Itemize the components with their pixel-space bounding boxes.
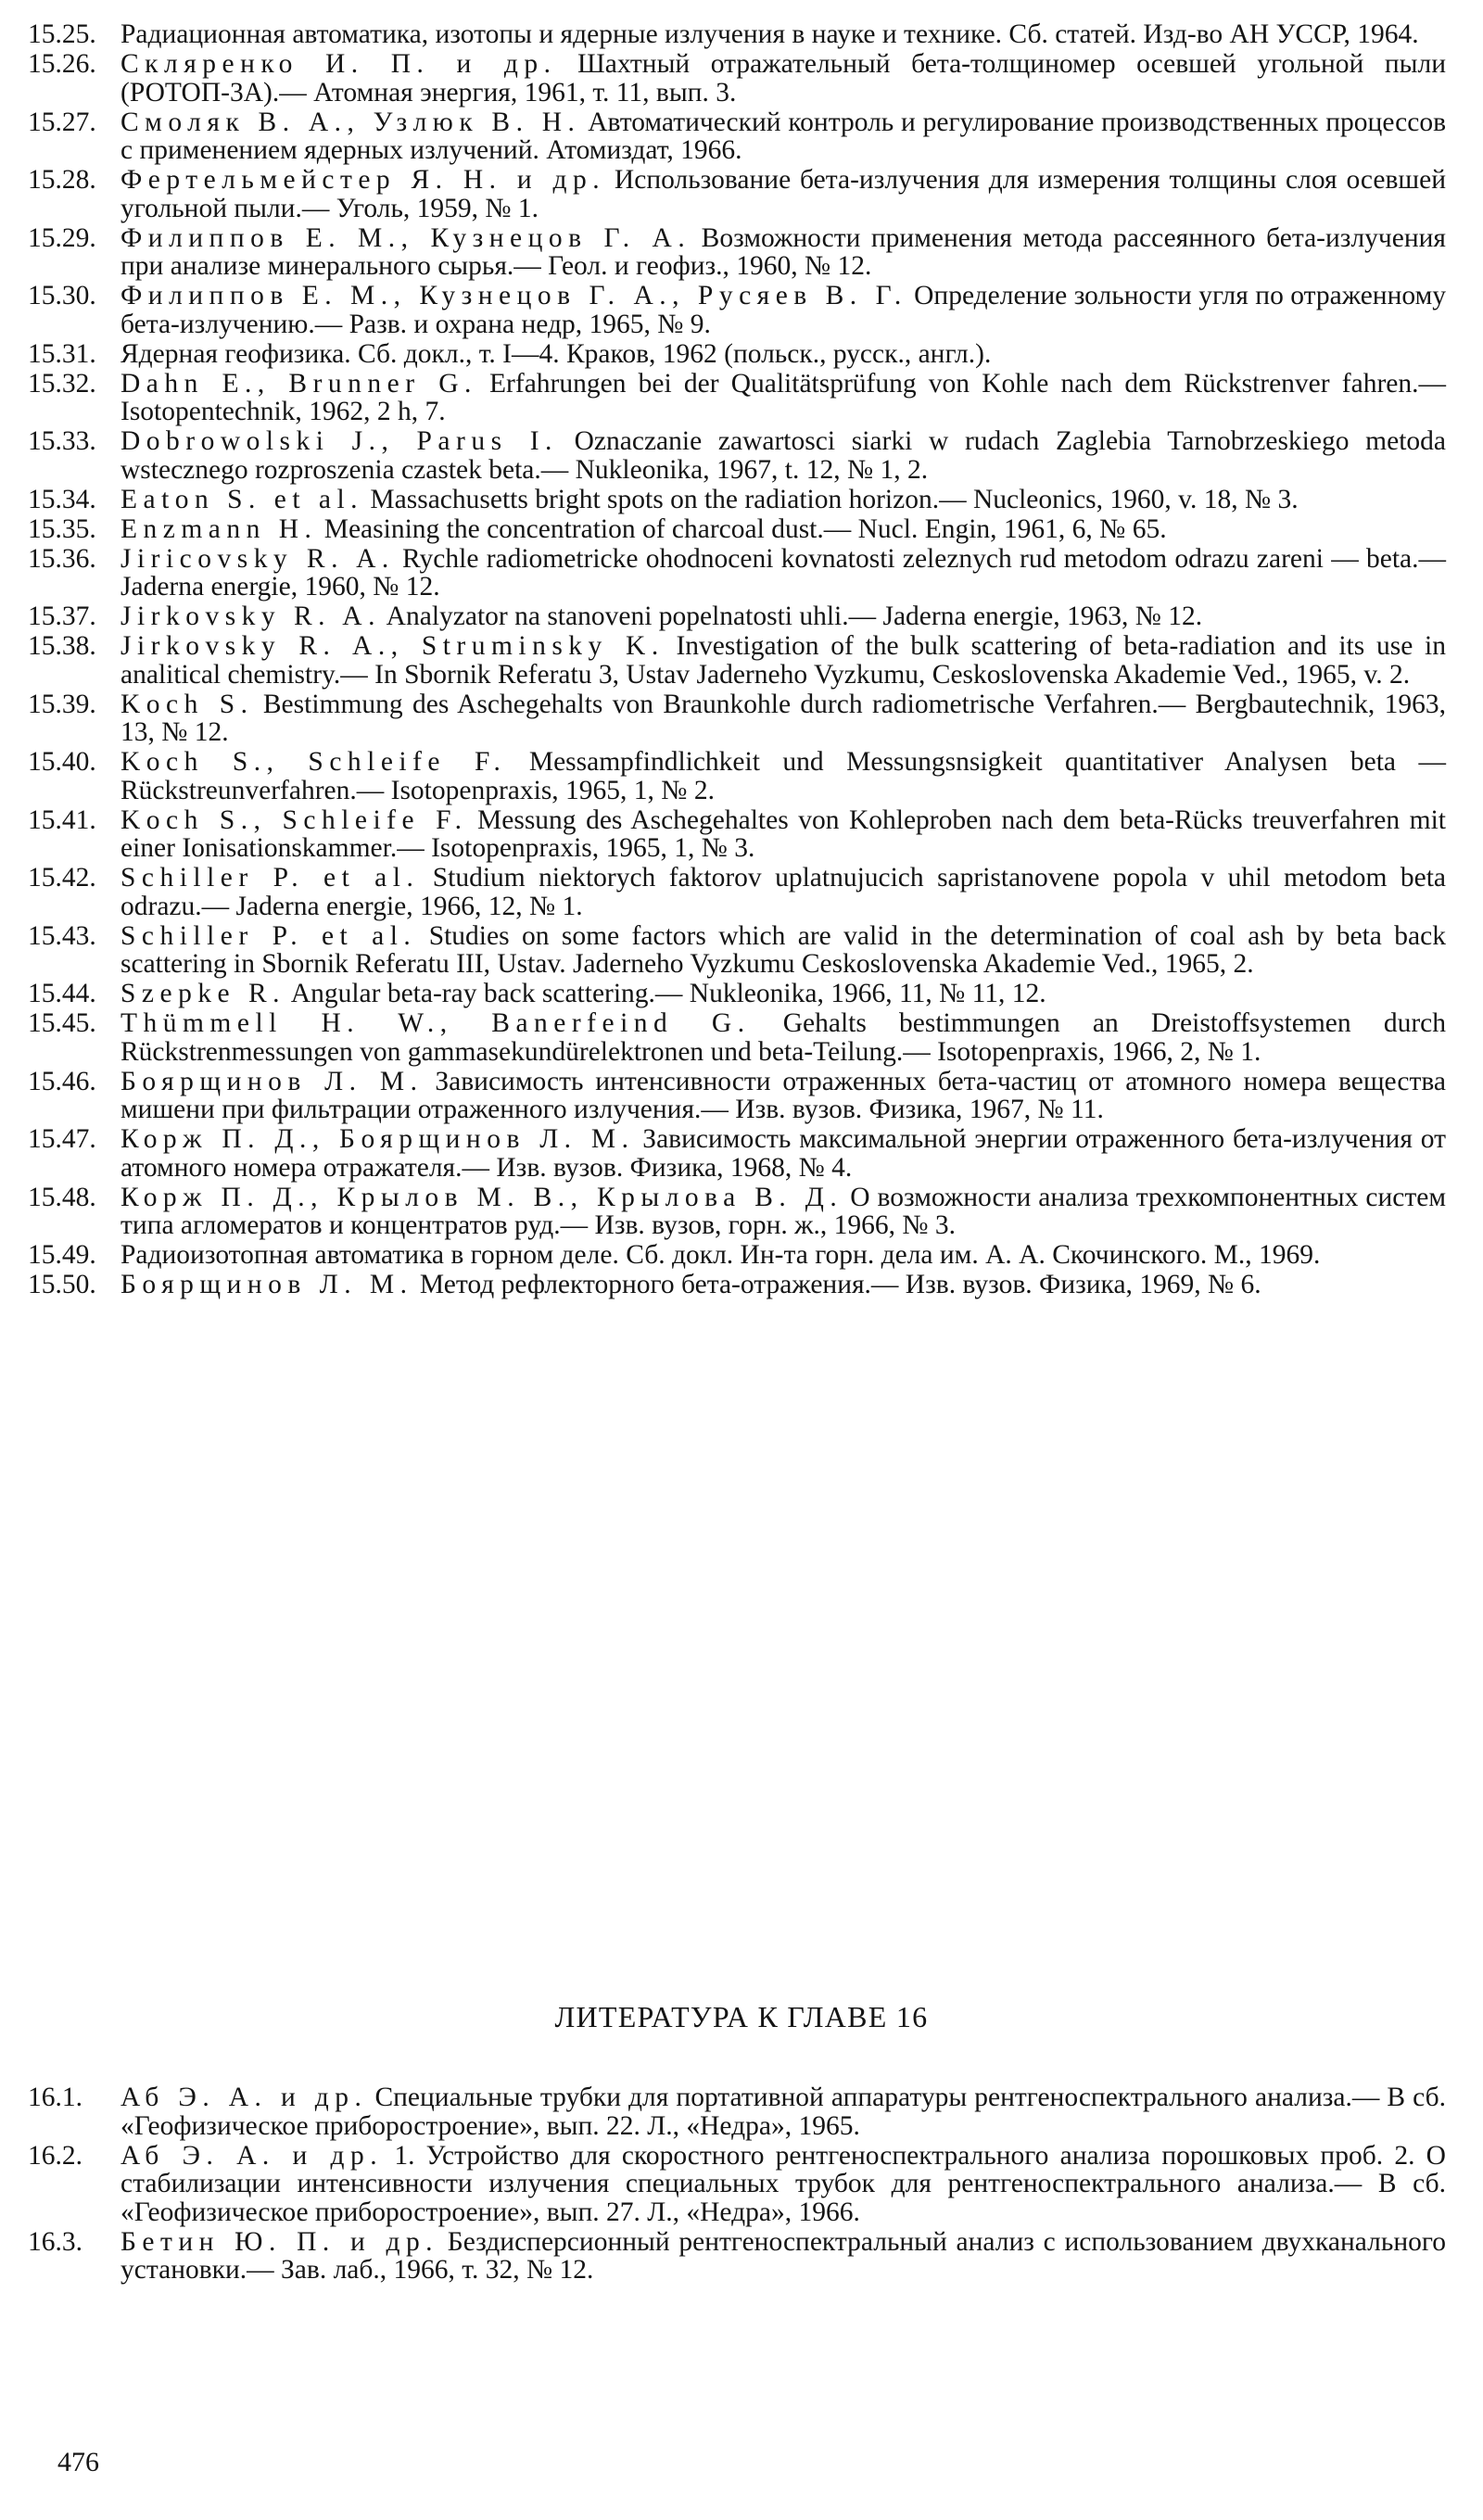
reference-number: 15.49.	[28, 1240, 96, 1270]
reference-body: Метод рефлекторного бета-отражения.— Изв. вузов. Физика, 1969, № 6.	[412, 1270, 1261, 1299]
reference-entry	[28, 980, 1446, 1008]
reference-number: 15.30.	[28, 281, 96, 310]
reference-text	[120, 1009, 1446, 1066]
reference-authors: Боярщинов Л. М.	[120, 1066, 424, 1096]
reference-text	[120, 515, 1446, 544]
reference-entry	[28, 108, 1446, 165]
reference-authors: Koch S., Schleife F.	[120, 747, 507, 777]
reference-text	[120, 20, 1446, 49]
reference-body: Зависимость максимальной энергии отраженного бета-излучения от атомного номера отражателя.— Изв. вузов. Физика, 1968, № 4.	[120, 1124, 1446, 1183]
reference-authors: Фертельмейстер Я. Н. и др.	[120, 165, 606, 195]
reference-authors: Бетин Ю. П. и др.	[120, 2226, 439, 2257]
reference-list-chapter-16	[28, 2083, 1446, 2286]
reference-number: 16.2.	[28, 2140, 82, 2171]
reference-entry	[28, 922, 1446, 979]
reference-body: 1. Устройство для скоростного рентгеноспектрального анализа порошковых проб. 2. О стабилизации интенсивности излучения специальных трубок для рентгеноспектрального анализа.— В сб. «Геофизическое приборостроение», вып. 27. Л., «Недра», 1966.	[120, 2140, 1446, 2227]
reference-text	[120, 340, 1446, 369]
reference-entry	[28, 486, 1446, 514]
reference-body: Analyzator na stanoveni popelnatosti uhli.— Jaderna energie, 1963, № 12.	[380, 602, 1203, 631]
reference-number: 15.29.	[28, 222, 96, 253]
reference-body: Measining the concentration of charcoal dust.— Nucl. Engin, 1961, 6, № 65.	[317, 513, 1167, 544]
reference-number: 15.26.	[28, 49, 96, 79]
reference-entry	[28, 748, 1446, 804]
reference-number: 15.35.	[28, 513, 96, 544]
reference-body: Studium niektorych faktorov uplatnujucich sapristanovene popola v uhil metodom beta odrazu.— Jaderna energie, 1966, 12, № 1.	[120, 863, 1446, 921]
reference-number: 15.41.	[28, 804, 96, 835]
reference-authors: Корж П. Д., Боярщинов Л. М.	[120, 1124, 635, 1154]
reference-text	[120, 224, 1446, 281]
reference-authors: Schiller P. et al.	[120, 863, 420, 893]
reference-entry	[28, 427, 1446, 484]
reference-body: Ядерная геофизика. Сб. докл., т. I—4. Краков, 1962 (польск., русск., англ.).	[120, 338, 992, 369]
reference-text	[120, 370, 1446, 426]
reference-entry	[28, 340, 1446, 369]
reference-body: Зависимость интенсивности отраженных бета-частиц от атомного номера вещества мишени при фильтрации отраженного излучения.— Изв. вузов. Физика, 1967, № 11.	[120, 1066, 1446, 1124]
reference-body: Bestimmung des Aschegehalts von Braunkohle durch radiometrische Verfahren.— Bergbautechnik, 1963, 13, № 12.	[120, 689, 1447, 747]
reference-body: Investigation of the bulk scattering of beta-radiation and its use in analitical chemistry.— In Sbornik Referatu 3, Ustav Jaderneho Vyzkumu, Ceskoslovenska Akademie Ved., 1965, v. 2.	[120, 631, 1446, 690]
reference-text	[120, 1271, 1446, 1299]
reference-body: Автоматический контроль и регулирование производственных процессов с применением ядерных излучений. Атомиздат, 1966.	[120, 107, 1447, 165]
reference-body: Oznaczanie zawartosci siarki w rudach Zaglebia Tarnobrzeskiego metoda wstecznego rozproszenia czastek beta.— Nukleonika, 1967, t. 12, № 1, 2.	[120, 426, 1447, 485]
reference-authors: Аб Э. А. и др.	[120, 2140, 384, 2171]
reference-number: 15.40.	[28, 747, 96, 777]
reference-body: Шахтный отражательный бета-толщиномер осевшей угольной пыли (РОТОП-3А).— Атомная энергия, 1961, т. 11, вып. 3.	[120, 49, 1446, 108]
reference-text	[120, 632, 1446, 689]
reference-authors: Thümmell H. W., Banerfeind G.	[120, 1008, 751, 1038]
reference-text	[120, 427, 1446, 484]
reference-authors: Аб Э. А. и др.	[120, 2083, 368, 2112]
reference-entry	[28, 370, 1446, 426]
reference-entry	[28, 1184, 1446, 1240]
reference-text	[120, 690, 1446, 747]
reference-number: 15.48.	[28, 1182, 96, 1212]
reference-number: 15.36.	[28, 543, 96, 574]
reference-text	[120, 602, 1446, 631]
reference-body: Радиационная автоматика, изотопы и ядерные излучения в науке и технике. Сб. статей. Изд-во АН УССР, 1964.	[120, 19, 1419, 49]
reference-text	[120, 486, 1446, 514]
reference-number: 15.44.	[28, 979, 96, 1008]
reference-number: 15.45.	[28, 1008, 96, 1038]
reference-body: Studies on some factors which are valid in the determination of coal ash by beta back scattering in Sbornik Referatu III, Ustav. Jaderneho Vyzkumu Ceskoslovenska Akademie Ved., 1965, 2.	[120, 920, 1446, 979]
reference-authors: Eaton S. et al.	[120, 484, 364, 514]
reference-text	[120, 2228, 1446, 2285]
reference-text	[120, 108, 1446, 165]
reference-entry	[28, 50, 1446, 107]
reference-number: 15.33.	[28, 426, 96, 456]
reference-list-chapter-15	[28, 20, 1446, 1300]
reference-number: 15.39.	[28, 689, 96, 719]
reference-authors: Schiller P. et al.	[120, 920, 417, 951]
reference-number: 15.28.	[28, 165, 96, 195]
reference-body: Erfahrungen bei der Qualitätsprüfung von Kohle nach dem Rückstrenver fahren.— Isotopentechnik, 1962, 2 h, 7.	[120, 368, 1446, 426]
reference-body: Angular beta-ray back scattering.— Nukleonika, 1966, 11, № 11, 12.	[285, 979, 1046, 1008]
reference-number: 15.43.	[28, 920, 96, 951]
reference-number: 15.27.	[28, 107, 96, 137]
reference-authors: Jirkovsky R. A., Struminsky K.	[120, 631, 665, 661]
reference-body: Определение зольности угля по отраженному бета-излучению.— Разв. и охрана недр, 1965, № 9.	[120, 281, 1446, 339]
reference-text	[120, 2083, 1446, 2140]
reference-entry	[28, 224, 1446, 281]
reference-entry	[28, 2228, 1446, 2285]
reference-text	[120, 282, 1446, 338]
reference-entry	[28, 1125, 1446, 1182]
reference-body: Messampfindlichkeit und Messungsnsigkeit quantitativer Analysen beta — Rückstreunverfahren.— Isotopenpraxis, 1965, 1, № 2.	[120, 747, 1446, 805]
reference-text	[120, 1068, 1446, 1124]
reference-authors: Jirkovsky R. A.	[120, 602, 381, 631]
reference-text	[120, 1184, 1446, 1240]
reference-body: О возможности анализа трехкомпонентных систем типа агломератов и концентратов руд.— Изв. вузов, горн. ж., 1966, № 3.	[120, 1182, 1446, 1240]
reference-text	[120, 748, 1446, 804]
reference-number: 15.46.	[28, 1066, 96, 1096]
reference-authors: Скляренко И. П. и др.	[120, 49, 557, 79]
reference-entry	[28, 1241, 1446, 1270]
reference-body: Специальные трубки для портативной аппаратуры рентгеноспектрального анализа.— В сб. «Геофизическое приборостроение», вып. 22. Л., «Недра», 1965.	[120, 2083, 1446, 2141]
reference-text	[120, 980, 1446, 1008]
reference-authors: Jiricovsky R. A.	[120, 543, 395, 574]
reference-body: Возможности применения метода рассеянного бета-излучения при анализе минерального сырья.— Геол. и геофиз., 1960, № 12.	[120, 222, 1446, 281]
reference-entry	[28, 1068, 1446, 1124]
page-number: 476	[57, 2447, 99, 2477]
reference-text	[120, 50, 1446, 107]
reference-number: 16.1.	[28, 2083, 82, 2112]
reference-text	[120, 1125, 1446, 1182]
reference-authors: Szepke R.	[120, 979, 286, 1008]
reference-authors: Koch S.	[120, 689, 254, 719]
reference-number: 16.3.	[28, 2226, 82, 2257]
section-heading: ЛИТЕРАТУРА К ГЛАВЕ 16	[554, 2000, 929, 2033]
reference-entry	[28, 545, 1446, 602]
reference-number: 15.32.	[28, 368, 96, 399]
reference-entry	[28, 515, 1446, 544]
reference-text	[120, 864, 1446, 920]
reference-text	[120, 806, 1446, 863]
reference-authors: Enzmann H.	[120, 513, 318, 544]
reference-number: 15.38.	[28, 631, 96, 661]
reference-authors: Koch S., Schleife F.	[120, 804, 468, 835]
reference-number: 15.42.	[28, 863, 96, 893]
reference-authors: Боярщинов Л. М.	[120, 1270, 413, 1299]
reference-number: 15.47.	[28, 1124, 96, 1154]
reference-number: 15.50.	[28, 1270, 96, 1299]
reference-entry	[28, 1271, 1446, 1299]
reference-entry	[28, 602, 1446, 631]
reference-body: Messung des Aschegehaltes von Kohleproben nach dem beta-Rücks treuverfahren mit einer Ionisationskammer.— Isotopenpraxis, 1965, 1, № 3.	[120, 804, 1446, 863]
reference-entry	[28, 1009, 1446, 1066]
reference-authors: Корж П. Д., Крылов М. В., Крылова В. Д.	[120, 1182, 843, 1212]
reference-entry	[28, 20, 1446, 49]
reference-entry	[28, 166, 1446, 222]
reference-authors: Dobrowolski J., Parus I.	[120, 426, 558, 456]
reference-entry	[28, 632, 1446, 689]
reference-body: Massachusetts bright spots on the radiation horizon.— Nucleonics, 1960, v. 18, № 3.	[363, 484, 1299, 514]
reference-entry	[28, 282, 1446, 338]
reference-text	[120, 545, 1446, 602]
reference-text	[120, 1241, 1446, 1270]
reference-text	[120, 166, 1446, 222]
reference-body: Gehalts bestimmungen an Dreistoffsystemen durch Rückstrenmessungen von gammasekundürelektronen und beta-Teilung.— Isotopenpraxis, 1966, 2, № 1.	[120, 1008, 1446, 1067]
reference-authors: Филиппов Е. М., Кузнецов Г. А., Русяев В. Г.	[120, 281, 907, 310]
reference-entry	[28, 864, 1446, 920]
reference-authors: Смоляк В. А., Узлюк В. Н.	[120, 107, 581, 137]
reference-entry	[28, 2142, 1446, 2227]
reference-number: 15.25.	[28, 19, 96, 49]
reference-number: 15.34.	[28, 484, 96, 514]
reference-body: Использование бета-излучения для измерения толщины слоя осевшей угольной пыли.— Уголь, 1959, № 1.	[120, 165, 1446, 223]
reference-body: Бездисперсионный рентгеноспектральный анализ с использованием двухканального установки.— Зав. лаб., 1966, т. 32, № 12.	[120, 2226, 1446, 2285]
reference-text	[120, 922, 1446, 979]
reference-number: 15.31.	[28, 338, 96, 369]
reference-entry	[28, 2083, 1446, 2140]
reference-body: Rychle radiometricke ohodnoceni kovnatosti zeleznych rud metodom odrazu zareni — beta.— Jaderna energie, 1960, № 12.	[120, 543, 1446, 602]
reference-authors: Dahn E., Brunner G.	[120, 368, 477, 399]
reference-entry	[28, 806, 1446, 863]
reference-body: Радиоизотопная автоматика в горном деле. Сб. докл. Ин-та горн. дела им. А. А. Скочинского. М., 1969.	[120, 1240, 1321, 1270]
reference-number: 15.37.	[28, 602, 96, 631]
reference-text	[120, 2142, 1446, 2227]
reference-entry	[28, 690, 1446, 747]
reference-authors: Филиппов Е. М., Кузнецов Г. А.	[120, 222, 691, 253]
